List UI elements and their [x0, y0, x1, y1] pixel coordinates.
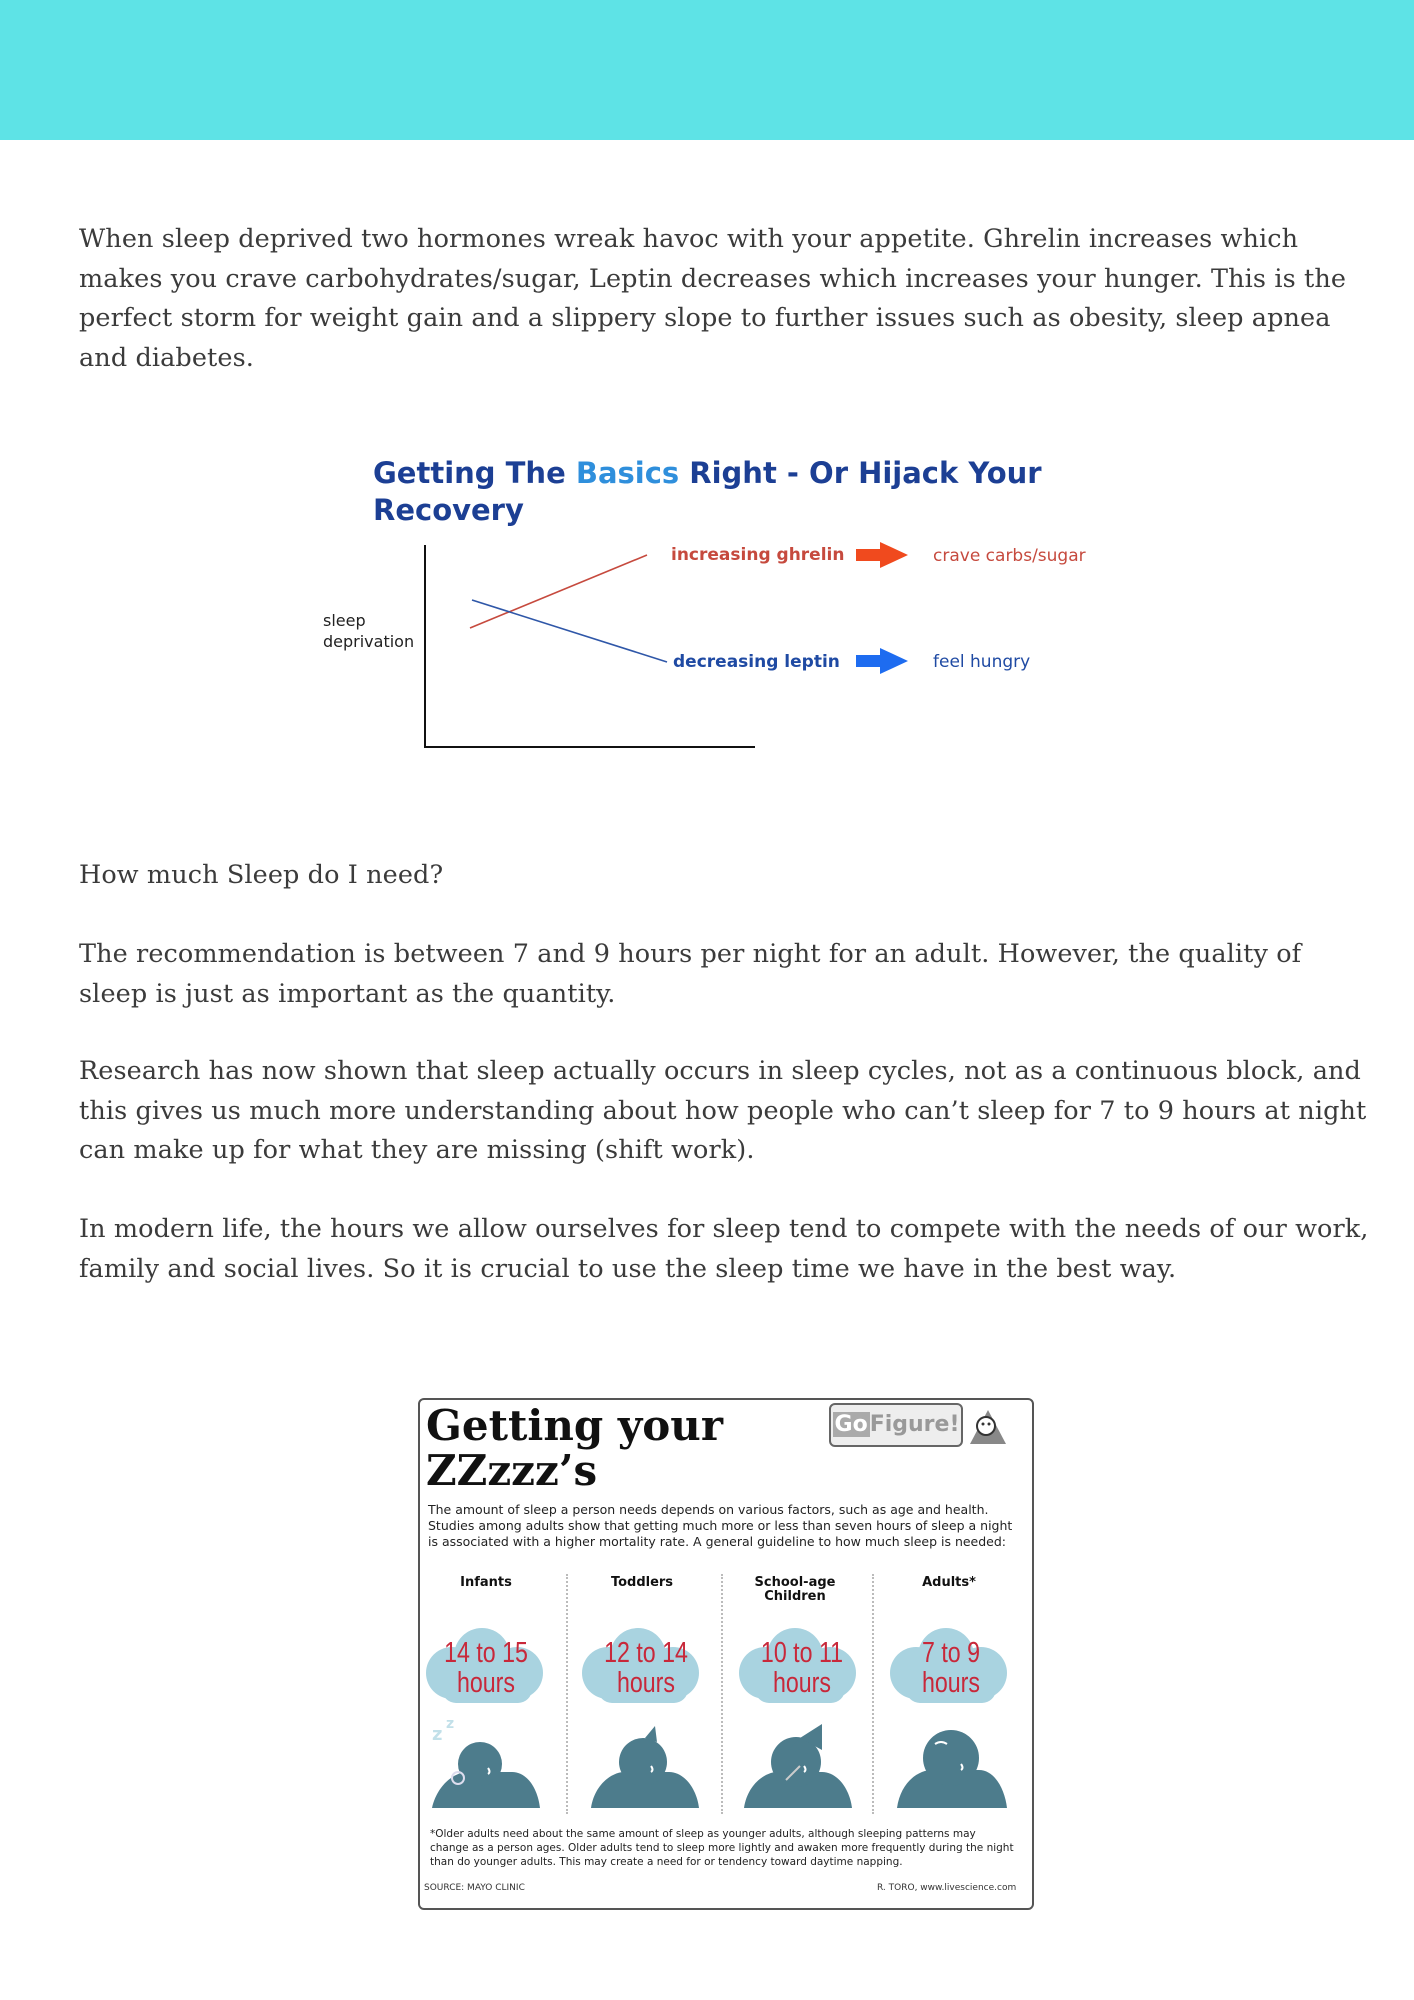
- ghrelin-line: [470, 555, 647, 628]
- hours-toddlers: 12 to 14 hours: [604, 1637, 688, 1699]
- group-label-toddlers: Toddlers: [610, 1575, 674, 1590]
- svg-text:z: z: [432, 1724, 443, 1745]
- gofigure-icon: [964, 1400, 1012, 1448]
- group-label-school-age: School-age Children: [754, 1575, 836, 1604]
- hours-infants: 14 to 15 hours: [444, 1637, 528, 1699]
- intro-paragraph: When sleep deprived two hormones wreak havoc with your appetite. Ghrelin increases which makes you crave carbohydrates/sugar, Leptin decreases which increases your hunger. This is the perfect storm for weight gain and a slippery slope to further issues such as obesity, sleep apnea and diabetes.: [79, 224, 1347, 373]
- infographic-title: Getting your ZZzzz’s: [426, 1401, 723, 1495]
- column-divider: [566, 1574, 568, 1814]
- diagram-title-highlight: Basics: [575, 456, 680, 490]
- hours-school-age: 10 to 11 hours: [760, 1637, 844, 1699]
- y-axis-label: sleep deprivation: [323, 611, 415, 651]
- research-paragraph: Research has now shown that sleep actually occurs in sleep cycles, not as a continuous block, and this gives us much more understanding about how people who can’t sleep for 7 to 9 hours at night can make up for what they are missing (shift work).: [79, 1056, 1367, 1165]
- arrow-right-icon: [856, 542, 908, 568]
- column-divider: [721, 1574, 723, 1814]
- recommendation-paragraph: The recommendation is between 7 and 9 hours per night for an adult. However, the quality of sleep is just as important as the quantity.: [79, 939, 1302, 1009]
- leptin-line: [472, 600, 667, 662]
- ghrelin-label: increasing ghrelin: [671, 545, 845, 565]
- leptin-label: decreasing leptin: [673, 652, 840, 672]
- infographic-credit: R. TORO, www.livescience.com: [877, 1883, 1017, 1893]
- hours-adults: 7 to 9 hours: [921, 1637, 981, 1699]
- svg-text:z: z: [446, 1720, 455, 1732]
- arrow-right-icon: [856, 648, 908, 674]
- hormone-diagram: [0, 0, 1414, 800]
- sleeping-adult-icon: [893, 1720, 1021, 1810]
- diagram-title: Getting The Basics Right - Or Hijack Your Recovery: [373, 456, 1042, 527]
- column-divider: [872, 1574, 874, 1814]
- sleeping-infant-icon: [428, 1720, 556, 1810]
- section-question: How much Sleep do I need?: [79, 860, 444, 890]
- gofigure-badge: GoFigure!: [829, 1403, 963, 1447]
- infographic-footnote: *Older adults need about the same amount of sleep as younger adults, although sleeping patterns may change as a person ages. Older adults tend to sleep more lightly and awaken more frequently during the night than do younger adults. This may create a need for or tendency toward daytime napping.: [430, 1828, 1014, 1868]
- sleeping-toddler-icon: [585, 1720, 713, 1810]
- modern-life-paragraph: In modern life, the hours we allow ourselves for sleep tend to compete with the needs of our work, family and social lives. So it is crucial to use the sleep time we have in the best way.: [79, 1214, 1369, 1284]
- leptin-result: feel hungry: [933, 652, 1031, 672]
- group-label-adults: Adults*: [922, 1575, 976, 1590]
- infographic-intro: The amount of sleep a person needs depends on various factors, such as age and health. Studies among adults show that getting much more or less than seven hours of sleep a night is associated with a higher mortality rate. A general guideline to how much sleep is needed:: [428, 1502, 1013, 1549]
- infographic-source: SOURCE: MAYO CLINIC: [424, 1883, 525, 1893]
- group-label-infants: Infants: [460, 1575, 512, 1590]
- ghrelin-result: crave carbs/sugar: [933, 546, 1086, 566]
- sleeping-child-icon: [738, 1720, 866, 1810]
